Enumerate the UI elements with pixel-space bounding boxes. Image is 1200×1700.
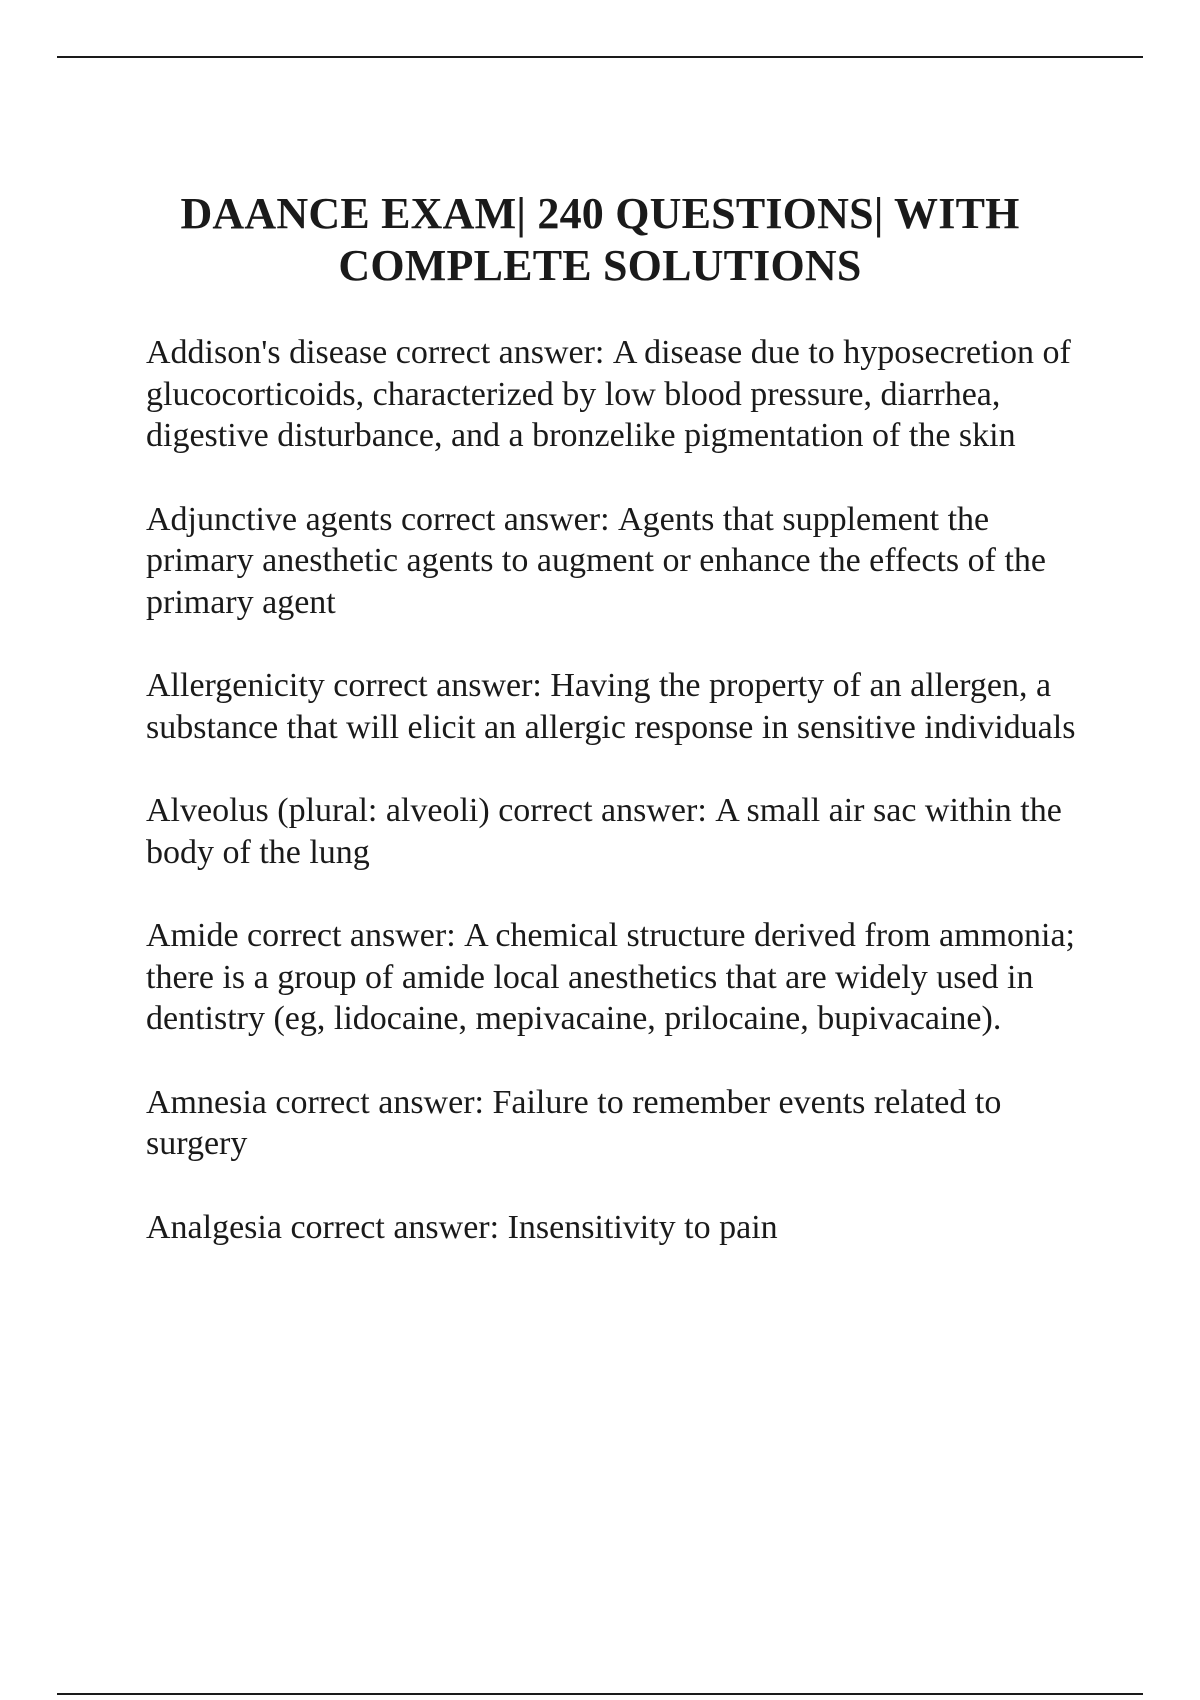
- glossary-entry: [146, 1207, 1092, 1249]
- entry-answer-label: correct answer:: [275, 1083, 484, 1121]
- glossary-list: [146, 332, 1092, 1290]
- entry-term: Alveolus (plural: alveoli): [146, 792, 490, 829]
- entry-answer-label: correct answer:: [247, 917, 456, 954]
- glossary-entry: [146, 332, 1092, 457]
- entry-definition: Having the property of an allergen, a substance that will elicit an allergic response in sensitive individuals: [146, 667, 1076, 746]
- glossary-entry: [146, 790, 1092, 873]
- page-title: DAANCE EXAM| 240 QUESTIONS| WITH COMPLETE SOLUTIONS: [180, 189, 1020, 290]
- glossary-entry: [146, 1082, 1092, 1165]
- entry-answer-label: correct answer:: [333, 667, 542, 704]
- entry-answer-label: correct answer:: [400, 500, 610, 538]
- entry-answer-label: correct answer:: [498, 792, 707, 829]
- entry-term: Addison's disease: [146, 334, 388, 371]
- top-rule: [57, 56, 1143, 58]
- entry-term: Amide: [146, 917, 239, 954]
- entry-definition: Agents that supplement the primary anesthetic agents to augment or enhance the effects of the primary agent: [146, 500, 1047, 621]
- entry-term: Analgesia: [146, 1208, 282, 1246]
- entry-definition: A chemical structure derived from ammonia; there is a group of amide local anesthetics that are widely used in dentistry (eg, lidocaine, mepivacaine, prilocaine, bupivacaine).: [146, 917, 1075, 1037]
- glossary-entry: [146, 915, 1092, 1040]
- entry-term: Allergenicity: [146, 667, 325, 704]
- entry-answer-label: correct answer:: [395, 334, 605, 371]
- entry-definition: Failure to remember events related to surgery: [146, 1083, 1002, 1162]
- entry-definition: A disease due to hyposecretion of glucocorticoids, characterized by low blood pressure, diarrhea, digestive disturbance, and a bronzelike pigmentation of the skin: [146, 334, 1071, 454]
- glossary-entry: [146, 665, 1092, 748]
- entry-definition: Insensitivity to pain: [507, 1208, 778, 1246]
- entry-definition: A small air sac within the body of the lung: [146, 792, 1062, 871]
- bottom-rule: [57, 1693, 1143, 1695]
- entry-answer-label: correct answer:: [290, 1208, 500, 1246]
- entry-term: Amnesia: [146, 1083, 267, 1121]
- entry-term: Adjunctive agents: [146, 500, 393, 538]
- glossary-entry: [146, 499, 1092, 624]
